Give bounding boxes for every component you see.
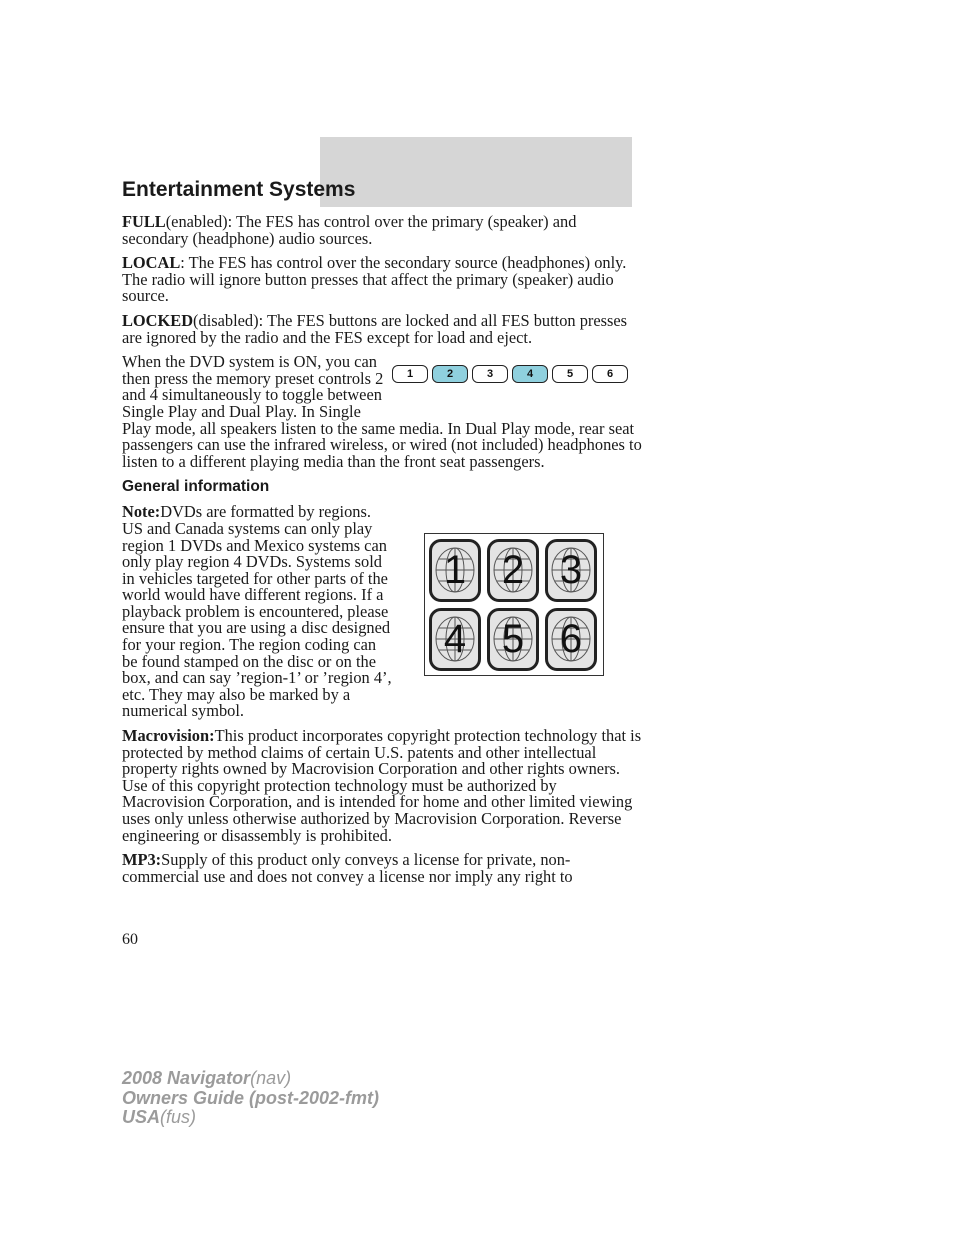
footer-line-1 (122, 1069, 379, 1089)
paragraph-mp3 (122, 852, 642, 885)
paragraph-full (122, 214, 642, 247)
paragraph-macrovision (122, 728, 642, 844)
region-number: 4 (443, 617, 467, 661)
body-text (122, 214, 642, 893)
preset-button-1: 1 (392, 365, 428, 383)
term-locked: LOCKED (122, 310, 194, 330)
footer-line-2 (122, 1089, 379, 1109)
term-local: LOCAL (122, 253, 181, 273)
text-note: DVDs are formatted by regions. US and Canada systems can only play region 1 DVDs and Mexico systems can only play region 4 DVDs. Systems sold in vehicles targeted for other parts of the world would have different regions. If a playback problem is encountered, please ensure that you are using a disc designed for your region. The region coding can be found stamped on the disc or on the box, and can say ’region-1’ or ’region 4’, etc. They may also be marked by a numerical symbol. (122, 502, 392, 721)
page-number: 60 (122, 931, 138, 948)
preset-button-3: 3 (472, 365, 508, 383)
general-information-heading: General information (122, 478, 270, 496)
region-number: 2 (501, 548, 525, 592)
paragraph-local (122, 255, 642, 305)
footer-model: 2008 Navigator (122, 1068, 251, 1088)
region-number: 6 (559, 617, 583, 661)
footer-market-code: (fus) (160, 1107, 197, 1127)
region-number: 3 (559, 548, 583, 592)
footer-guide: Owners Guide (post-2002-fmt) (122, 1087, 380, 1108)
term-full: FULL (122, 212, 166, 231)
preset-float-spacer (394, 354, 642, 406)
text-full: (enabled): The FES has control over the primary (speaker) and secondary (headphone) audio sources. (122, 212, 577, 248)
term-note: Note: (122, 502, 161, 522)
preset-button-5: 5 (552, 365, 588, 383)
preset-button-4: 4 (512, 365, 548, 383)
footer-line-3 (122, 1108, 379, 1128)
header-band (320, 137, 632, 207)
text-local: : The FES has control over the secondary source (headphones) only. The radio will ignore button presses that affect the primary (speaker) audio source. (122, 253, 627, 306)
footer-market: USA (122, 1107, 161, 1127)
section-title: Entertainment Systems (122, 178, 356, 201)
text-locked: (disabled): The FES buttons are locked and all FES button presses are ignored by the radio and the FES except for load and eject. (122, 310, 628, 347)
text-mp3: Supply of this product only conveys a license for private, non-commercial use and does not convey a license nor imply any right to (122, 850, 573, 886)
paragraph-dual-play: When the DVD system is ON, you can then press the memory preset controls 2 and 4 simultaneously to toggle between Single Play and Dual Play. In Single Play mode, all speakers listen to the same media. In Dual Play mode, rear seat passengers can use the infrared wireless, or wired (not included) headphones to listen to a different playing media than the front seat passengers. (122, 352, 642, 471)
term-macrovision: Macrovision: (122, 726, 215, 746)
term-mp3: MP3: (122, 850, 162, 870)
region-number: 1 (443, 548, 467, 592)
footer-model-code: (nav) (250, 1068, 292, 1088)
region-float-spacer (400, 504, 632, 692)
preset-button-6: 6 (592, 365, 628, 383)
document-footer (122, 1069, 379, 1128)
preset-button-2: 2 (432, 365, 468, 383)
region-number: 5 (501, 617, 525, 661)
text-macrovision: This product incorporates copyright protection technology that is protected by method claims of certain U.S. patents and other intellectual property rights owned by Macrovision Corporation and other rights owners. Use of this copyright protection technology must be authorized by Macrovision Corporation, and is intended for home and other limited viewing uses only unless otherwise authorized by Macrovision Corporation. Reverse engineering or disassembly is prohibited. (122, 726, 642, 845)
paragraph-locked (122, 310, 642, 347)
